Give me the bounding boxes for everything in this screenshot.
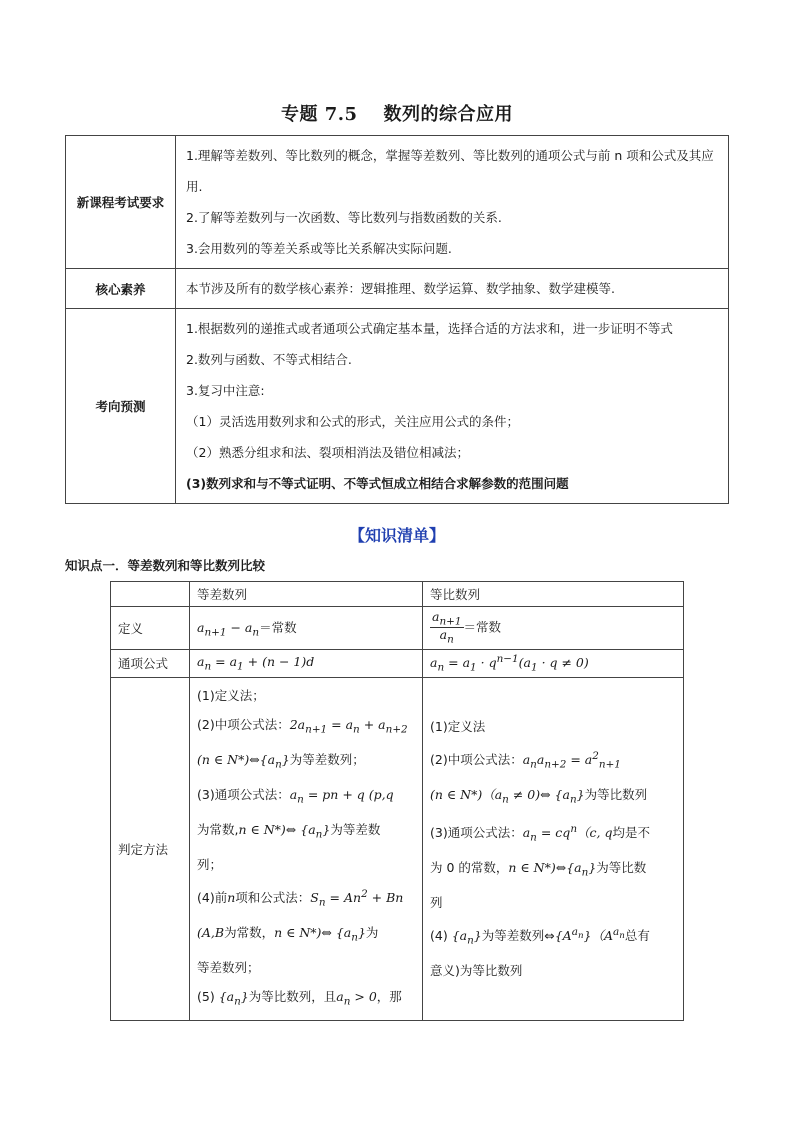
criteria-text: 为等差数列⇔ [481,927,555,943]
formula-arith-n-cond: n ∈ N*)⇔ $\{a_n\}$ [238,822,331,841]
criteria-line: (1)定义法； [197,687,265,703]
header-arithmetic: 等差数列 [190,582,423,607]
row-content-exam-requirements [176,136,729,269]
criteria-line [430,780,676,815]
criteria-arithmetic [190,677,423,1021]
criteria-text: 项和公式法： [235,889,311,905]
criteria-line [197,880,415,918]
requirement-line: （1）灵活选用数列求和公式的形式，关注应用公式的条件； [186,414,519,429]
formula-seq: $\{a_n\}$ [218,989,249,1008]
formula-geo-condition: (n ∈ $N*)(a_n$ ≠ 0)⇔ $\{a_n\}$ [430,787,585,806]
row-label-definition: 定义 [111,607,190,650]
criteria-line [197,745,415,780]
title-topic-number: 专题 7.5 [280,104,358,125]
criteria-text: (3)通项公式法： [197,787,290,803]
comparison-table [110,581,684,1021]
formula-arith-definition: $a_{n+1} - a_n$ [197,619,260,639]
criteria-text: 为等差数 [330,822,381,838]
definition-const-geo: ＝常数 [463,619,502,635]
criteria-line: 列 [430,895,443,911]
formula-arith-middle-term: $2a_{n+1} = a_n + a_{n+2}$ [289,717,408,736]
criteria-text: (4)前 [197,889,228,905]
criteria-line [430,918,676,956]
comparison-row-definition [111,607,684,650]
criteria-line: 等差数列； [197,959,260,975]
criteria-text: 为常数， [224,924,275,940]
criteria-text: (5) [197,989,219,1005]
criteria-text: (2)中项公式法： [197,717,290,733]
criteria-text: 为等差数列； [289,752,365,768]
row-label-criteria: 判定方法 [111,677,190,1021]
row-content-core-literacy [176,269,729,309]
criteria-text: 为等比数列 [584,787,648,803]
requirements-table [65,135,729,504]
criteria-text: 均是不 [612,825,650,841]
criteria-line [197,780,415,815]
formula-geo-general-term: $a_n = a_1 \cdot q^{n-1}(a_1 \cdot q \ne 0)$ [430,652,589,674]
formula-n: n [227,889,236,905]
criteria-text: ，那 [376,989,402,1005]
definition-arithmetic [190,607,423,650]
criteria-text: (4) [430,927,452,943]
general-term-arithmetic [190,649,423,677]
criteria-line [197,710,415,745]
page-title [0,100,794,126]
knowledge-point-heading: 知识点一．等差数列和等比数列比较 [65,558,266,573]
requirement-line-bold: (3)数列求和与不等式证明、不等式恒成立相结合求解参数的范围问题 [186,476,569,491]
criteria-line [430,815,676,853]
row-label-forecast: 考向预测 [66,309,176,504]
criteria-line [430,853,676,888]
requirement-line: 1.根据数列的递推式或者通项公式确定基本量，选择合适的方法求和，进一步证明不等式 [186,321,673,336]
definition-const: ＝常数 [259,619,297,635]
requirement-line: 3.会用数列的等差关系或等比关系解决实际问题. [186,241,452,256]
row-label-general-term: 通项公式 [111,649,190,677]
formula-arith-general-term: $a_n = a_1 + (n - 1)d$ [197,654,315,673]
formula-geo-middle-term: $a_na_{n+2} = a^2_{n+1}$ [522,749,621,771]
comparison-header-row [111,582,684,607]
formula-arith-sum: $S_n = An^2 + Bn$ [310,887,404,909]
comparison-row-criteria [111,677,684,1021]
requirement-line: 2.数列与函数、不等式相结合. [186,352,352,367]
requirement-row-core [66,269,729,309]
requirement-line: 2.了解等差数列与一次函数、等比数列与指数函数的关系. [186,210,502,225]
formula-arith-linear: $a_n$ = pn + q (p,q [289,787,394,806]
criteria-text: 为等比数列，且 [248,989,337,1005]
criteria-text: 总有 [624,927,650,943]
criteria-line [430,742,676,780]
requirement-line: 1.理解等差数列、等比数列的概念，掌握等差数列、等比数列的通项公式与前 n 项和公式及其应用. [186,148,714,194]
criteria-text: (3)通项公式法： [430,825,523,841]
formula-arith-n-cond-2: n ∈ N*)⇔ $\{a_n\}$ [274,924,366,944]
formula-positive: $a_n > 0$ [336,989,377,1008]
comparison-row-general-term [111,649,684,677]
criteria-geometric [423,677,684,1021]
section-title: 【知识清单】 [348,526,445,545]
requirement-line: 本节涉及所有的数学核心素养：逻辑推理、数学运算、数学抽象、数学建模等. [186,281,615,296]
criteria-line: 列； [197,857,223,873]
row-content-forecast [176,309,729,504]
row-label-core-literacy: 核心素养 [66,269,176,309]
formula-geo-definition: $\frac{a_{n+1}}{a_n}$ [432,609,462,646]
criteria-line [197,815,415,850]
criteria-line: 意义)为等比数列 [430,962,523,978]
criteria-text: 为等比数 [596,860,647,876]
requirement-row-exam [66,136,729,269]
definition-geometric [423,607,684,650]
formula-geo-n-cond: n ∈ $N*)\Leftrightarrow\{a_n\}$ [508,860,597,879]
requirement-row-forecast [66,309,729,504]
criteria-text: 为常数, [197,822,239,838]
title-topic-name: 数列的综合应用 [383,104,514,125]
criteria-text: (2)中项公式法： [430,752,523,768]
criteria-text: 为 0 的常数， [430,860,509,876]
formula-geo-general: $a_n = cq^n(c$, q [522,823,613,844]
criteria-line [197,918,415,953]
criteria-line: (1)定义法 [430,719,486,735]
general-term-geometric [423,649,684,677]
formula-geo-exp: $\{A^{a_n}\}(A^{a_n}$ [554,925,625,943]
requirement-line: （2）熟悉分组求和法、裂项相消法及错位相减法； [186,445,469,460]
criteria-line [197,982,415,1017]
criteria-text: 为 [365,924,379,940]
formula-ab: (A,B [197,924,225,940]
header-empty [111,582,190,607]
requirement-line: 3.复习中注意: [186,383,265,398]
formula-arith-condition: (n ∈ $N*)\Leftrightarrow\{a_n\}$ [197,752,290,771]
formula-geo-seq: $\{a_n\}$ [451,927,482,947]
row-label-exam-requirements: 新课程考试要求 [66,136,176,269]
header-geometric: 等比数列 [423,582,684,607]
